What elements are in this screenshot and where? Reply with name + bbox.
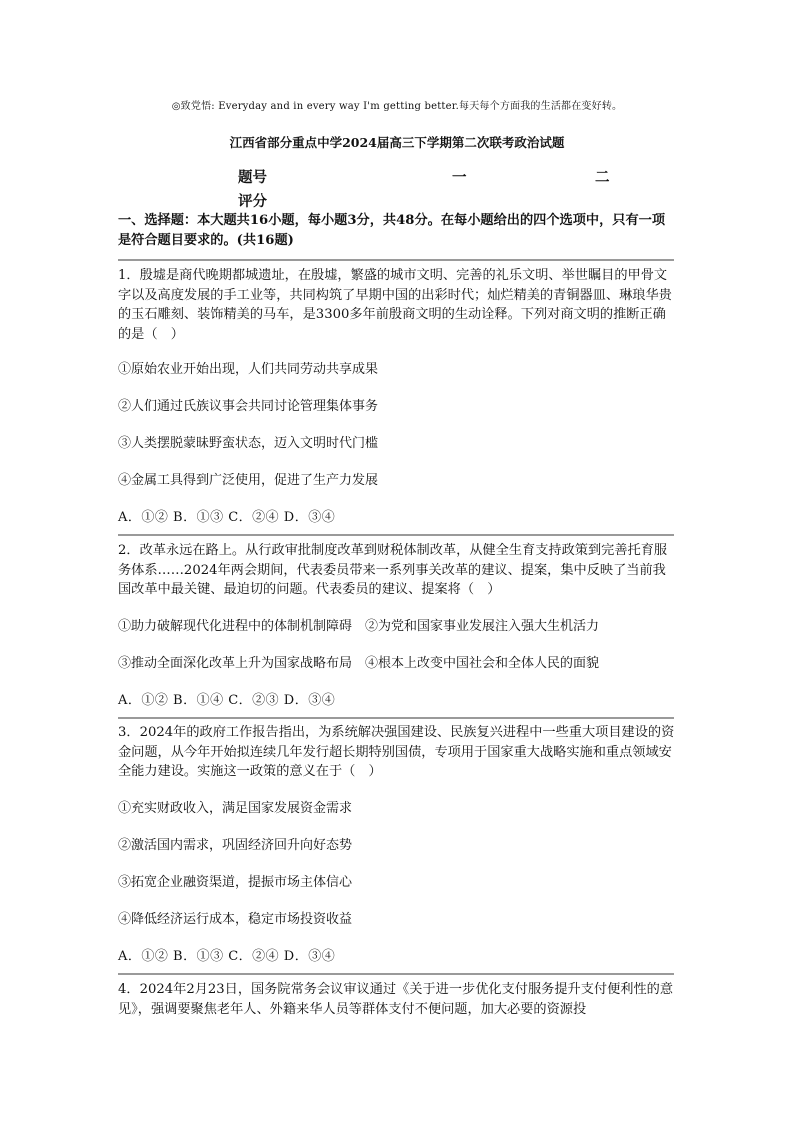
question-stem: 1．殷墟是商代晚期都城遗址，在殷墟，繁盛的城市文明、完善的礼乐文明、举世瞩目的甲骨文字以及高度发展的手工业等，共同构筑了早期中国的出彩时代；灿烂精美的青铜器皿、琳琅华贵的玉石雕刻、装饰精美的马车，是3300多年前殷商文明的生动诠释。下列对商文明的推断正确的是（ ）: [118, 268, 672, 342]
answer-choices: A．①② B．①③ C．②④ D．③④: [118, 949, 336, 964]
question-option: ③人类摆脱蒙昧野蛮状态，迈入文明时代门槛: [118, 436, 379, 451]
score-table-col-1: 一: [452, 169, 467, 186]
score-table-row-label: 评分: [238, 193, 267, 210]
question-divider: [118, 973, 674, 975]
question-stem: 4．2024年2月23日，国务院常务会议审议通过《关于进一步优化支付服务提升支付便利性的意见》，强调要聚焦老年人、外籍来华人员等群体支付不便问题，加大必要的资源投: [118, 982, 674, 1017]
question-divider: [118, 534, 674, 536]
question-divider: [118, 259, 674, 261]
question-option: ①充实财政收入，满足国家发展资金需求: [118, 801, 353, 816]
question-option: ④金属工具得到广泛使用，促进了生产力发展: [118, 473, 379, 488]
question-option: ②激活国内需求，巩固经济回升向好态势: [118, 838, 353, 853]
answer-choices: A．①② B．①③ C．②④ D．③④: [118, 510, 336, 525]
page-title: 江西省部分重点中学2024届高三下学期第二次联考政治试题: [229, 135, 565, 150]
score-table-col-label: 题号: [238, 169, 267, 186]
question-divider: [118, 717, 674, 719]
question-stem: 2．改革永远在路上。从行政审批制度改革到财税体制改革，从健全生育支持政策到完善托育服务体系……2024年两会期间，代表委员带来一系列事关改革的建议、提案，集中反映了当前我国改革中最关键、最迫切的问题。代表委员的建议、提案将（ ）: [118, 543, 668, 597]
question-option: ④降低经济运行成本，稳定市场投资收益: [118, 912, 353, 927]
question-stem: 3．2024年的政府工作报告指出，为系统解决强国建设、民族复兴进程中一些重大项目建设的资金问题，从今年开始拟连续几年发行超长期特别国债，专项用于国家重大战略实施和重点领域安全能力建设。实施这一政策的意义在于（ ）: [118, 725, 675, 779]
question-option: ①原始农业开始出现，人们共同劳动共享成果: [118, 362, 379, 377]
score-table-header-row: [238, 166, 638, 190]
question-option: ③推动全面深化改革上升为国家战略布局 ④根本上改变中国社会和全体人民的面貌: [118, 656, 600, 671]
section-heading: 一、选择题：本大题共16小题，每小题3分，共48分。在每小题给出的四个选项中，只有一项是符合题目要求的。(共16题): [118, 213, 666, 248]
question-option: ②人们通过氏族议事会共同讨论管理集体事务: [118, 399, 379, 414]
score-table-col-2: 二: [595, 169, 610, 186]
answer-choices: A．①② B．①④ C．②③ D．③④: [118, 693, 336, 708]
header-motto: ◎致党悟: Everyday and in every way I'm getting better.每天每个方面我的生活都在变好转。: [171, 101, 623, 112]
score-table: [238, 166, 638, 214]
question-option: ①助力破解现代化进程中的体制机制障碍 ②为党和国家事业发展注入强大生机活力: [118, 619, 600, 634]
question-option: ③拓宽企业融资渠道，提振市场主体信心: [118, 875, 353, 890]
